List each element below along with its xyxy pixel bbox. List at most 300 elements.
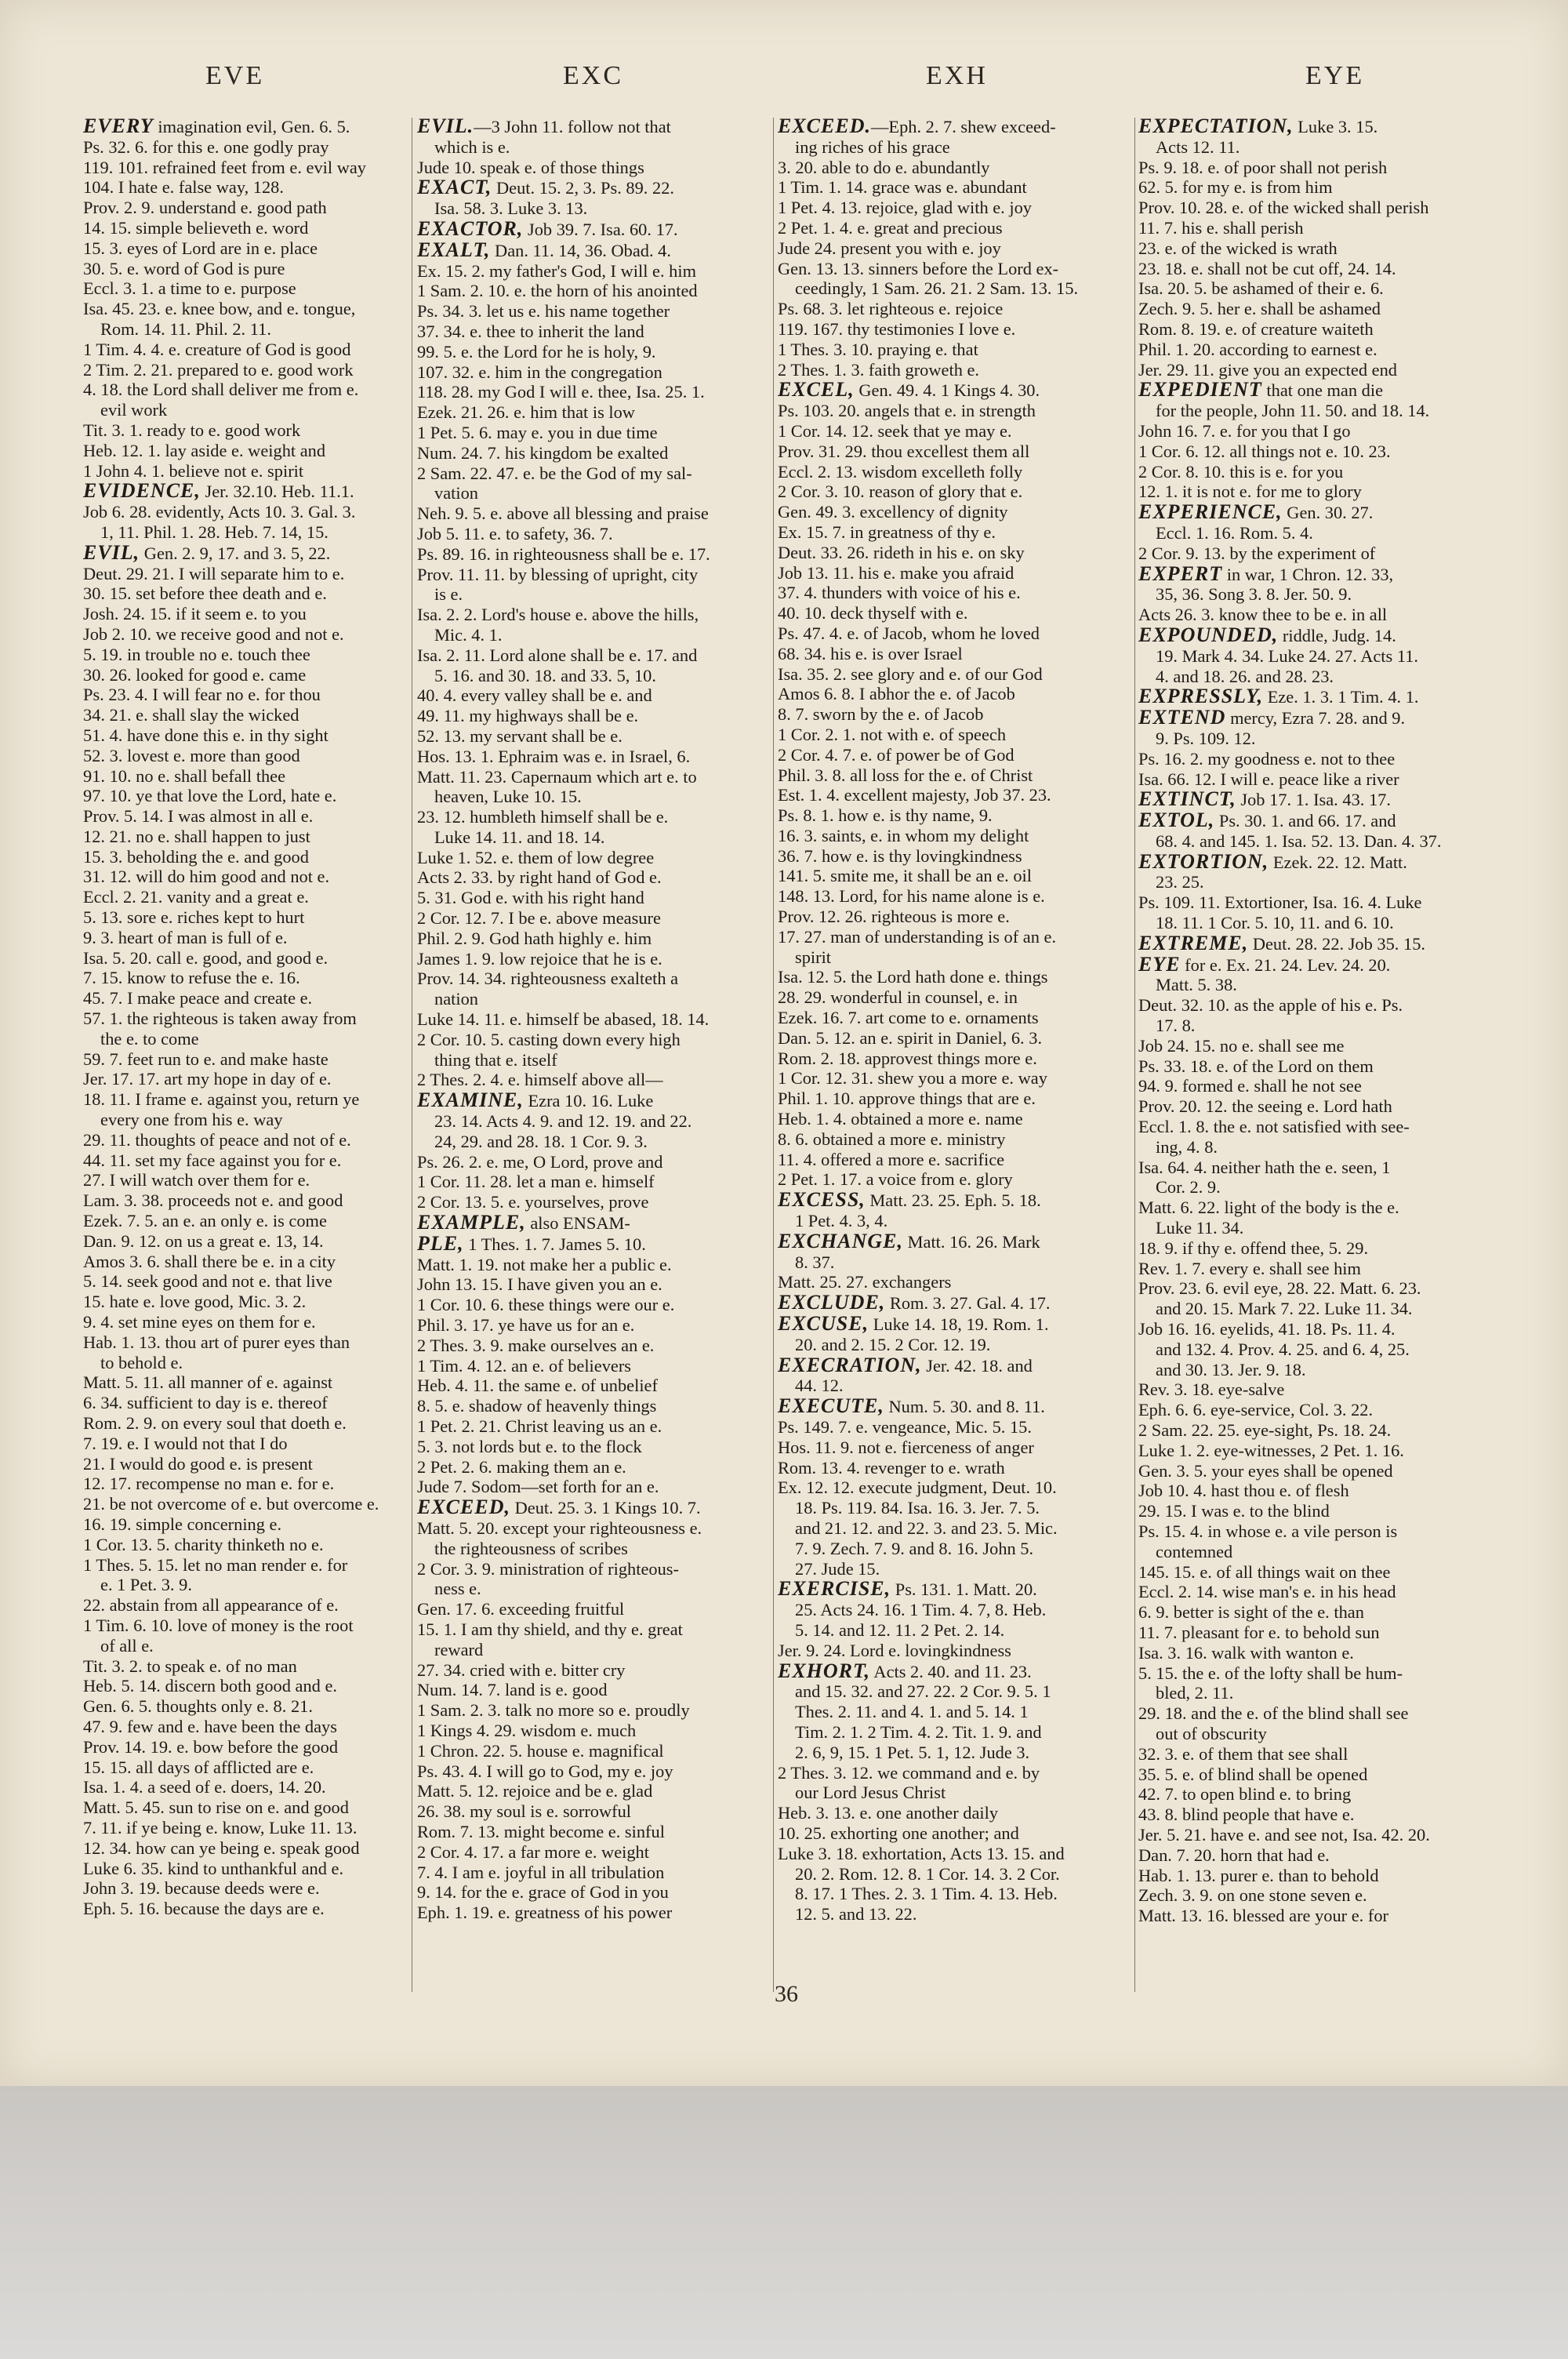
entry-line bbox=[83, 685, 408, 705]
entry-line bbox=[1138, 789, 1502, 810]
entry-text: in war, 1 Chron. 12. 33, bbox=[1222, 564, 1394, 584]
entry-text: Eccl. 1. 16. Rom. 5. 4. bbox=[1156, 522, 1313, 543]
entry-text: 17. 8. bbox=[1156, 1016, 1196, 1036]
entry-line bbox=[1138, 1259, 1502, 1279]
entry-line bbox=[417, 1295, 771, 1315]
entry-text: 21. be not overcome of e. but overcome e. bbox=[83, 1494, 379, 1514]
entry-text: 2 Cor. 9. 13. by the experiment of bbox=[1138, 543, 1376, 563]
entry-line bbox=[83, 1777, 408, 1797]
entry-line bbox=[83, 786, 408, 806]
entry-line bbox=[417, 767, 771, 787]
entry-line bbox=[778, 177, 1132, 198]
entry-text: 2 Cor. 10. 5. casting down every high bbox=[417, 1029, 681, 1049]
entry-text: 43. 8. blind people that have e. bbox=[1138, 1805, 1355, 1825]
entry-text: 5. 14. seek good and not e. that live bbox=[83, 1271, 332, 1292]
entry-text: 2 Thes. 1. 3. faith groweth e. bbox=[778, 359, 980, 380]
entry-text: Eph. 5. 16. because the days are e. bbox=[83, 1899, 325, 1919]
entry-text: Deut. 29. 21. I will separate him to e. bbox=[83, 563, 345, 583]
entry-text: Heb. 12. 1. lay aside e. weight and bbox=[83, 440, 326, 460]
entry-line bbox=[1138, 1703, 1502, 1724]
entry-line bbox=[1138, 259, 1502, 279]
entry-line bbox=[417, 1050, 771, 1070]
entry-line bbox=[83, 1859, 408, 1879]
entry-text: Ps. 32. 6. for this e. one godly pray bbox=[83, 136, 329, 157]
entry-line bbox=[1138, 1400, 1502, 1420]
entry-text: the e. to come bbox=[100, 1028, 199, 1049]
entry-line bbox=[83, 502, 408, 522]
entry-line bbox=[1138, 482, 1502, 502]
entry-line bbox=[778, 1068, 1132, 1089]
entry-text: contemned bbox=[1156, 1541, 1233, 1561]
entry-line bbox=[83, 988, 408, 1009]
entry-text: Dan. 11. 14, 36. Obad. 4. bbox=[490, 240, 671, 260]
entry-line bbox=[1138, 625, 1502, 646]
entry-line bbox=[417, 645, 771, 666]
entry-line bbox=[1138, 442, 1502, 462]
entry-line bbox=[778, 1292, 1132, 1314]
entry-text: 12. 17. recompense no man e. for e. bbox=[83, 1474, 335, 1494]
entry-line bbox=[417, 261, 771, 282]
entry-line bbox=[1138, 1885, 1502, 1906]
entry-text: Job 13. 11. his e. make you afraid bbox=[778, 562, 1014, 583]
entry-line bbox=[1138, 401, 1502, 421]
entry-text: 1 Chron. 22. 5. house e. magnifical bbox=[417, 1740, 664, 1761]
entry-headword: EVIL. bbox=[417, 116, 474, 137]
entry-line bbox=[778, 1417, 1132, 1438]
entry-text: 145. 15. e. of all things wait on thee bbox=[1138, 1561, 1391, 1582]
entry-line bbox=[83, 380, 408, 400]
entry-text: 35. 5. e. of blind shall be opened bbox=[1138, 1764, 1368, 1784]
entry-line bbox=[1138, 1744, 1502, 1765]
entry-headword: EXTINCT, bbox=[1138, 789, 1236, 811]
entry-text: 51. 4. have done this e. in thy sight bbox=[83, 725, 328, 745]
entry-text: ness e. bbox=[434, 1579, 481, 1599]
entry-line bbox=[417, 949, 771, 969]
entry-line bbox=[1138, 523, 1502, 543]
entry-line bbox=[83, 177, 408, 198]
entry-text: 6. 34. sufficient to day is e. thereof bbox=[83, 1393, 328, 1413]
entry-line bbox=[1138, 1825, 1502, 1845]
entry-text: 35, 36. Song 3. 8. Jer. 50. 9. bbox=[1156, 584, 1352, 605]
entry-line bbox=[83, 137, 408, 158]
entry-text: Acts 2. 33. by right hand of God e. bbox=[417, 867, 662, 888]
entry-line bbox=[83, 481, 408, 502]
entry-text: and 15. 32. and 27. 22. 2 Cor. 9. 5. 1 bbox=[795, 1681, 1051, 1702]
entry-line bbox=[1138, 198, 1502, 218]
entry-line bbox=[778, 137, 1132, 158]
entry-line bbox=[417, 158, 771, 178]
entry-line bbox=[1138, 1562, 1502, 1583]
entry-line bbox=[778, 238, 1132, 259]
entry-headword: EXPOUNDED, bbox=[1138, 624, 1279, 646]
entry-line bbox=[417, 1212, 771, 1234]
entry-line bbox=[83, 1170, 408, 1190]
entry-text: 28. 29. wonderful in counsel, e. in bbox=[778, 987, 1018, 1008]
entry-text: out of obscurity bbox=[1156, 1723, 1267, 1743]
entry-line bbox=[83, 1393, 408, 1413]
entry-text: nation bbox=[434, 989, 478, 1009]
entry-text: 91. 10. no e. shall befall thee bbox=[83, 765, 286, 786]
entry-headword: EXCEL, bbox=[778, 380, 855, 402]
entry-text: 99. 5. e. the Lord for he is holy, 9. bbox=[417, 341, 656, 362]
entry-text: Ps. 131. 1. Matt. 20. bbox=[891, 1579, 1037, 1600]
entry-text: 4. and 18. 26. and 28. 23. bbox=[1156, 666, 1334, 686]
entry-headword: EXTREME, bbox=[1138, 932, 1249, 954]
entry-line bbox=[778, 1600, 1132, 1620]
entry-text: 2 Pet. 1. 17. a voice from e. glory bbox=[778, 1169, 1013, 1190]
entry-text: Rom. 3. 27. Gal. 4. 17. bbox=[885, 1293, 1051, 1314]
entry-text: 2 Cor. 13. 5. e. yourselves, prove bbox=[417, 1192, 649, 1212]
entry-line bbox=[1138, 177, 1502, 198]
entry-line bbox=[1138, 116, 1502, 137]
entry-text: Matt. 5. 11. all manner of e. against bbox=[83, 1372, 333, 1393]
entry-line bbox=[778, 1559, 1132, 1579]
entry-line bbox=[1138, 1319, 1502, 1339]
entry-line bbox=[83, 564, 408, 584]
entry-line bbox=[1138, 1056, 1502, 1077]
entry-text: 141. 5. smite me, it shall be an e. oil bbox=[778, 866, 1032, 886]
entry-text: Ps. 68. 3. let righteous e. rejoice bbox=[778, 299, 1004, 319]
entry-line bbox=[83, 1069, 408, 1089]
entry-text: Phil. 1. 10. approve things that are e. bbox=[778, 1089, 1036, 1109]
entry-text: Luke 1. 2. eye-witnesses, 2 Pet. 1. 16. bbox=[1138, 1440, 1404, 1460]
entry-line bbox=[778, 1844, 1132, 1864]
entry-line bbox=[417, 1376, 771, 1396]
entry-line bbox=[83, 705, 408, 725]
entry-line bbox=[83, 1514, 408, 1535]
entry-line bbox=[83, 1616, 408, 1636]
entry-text: Lam. 3. 38. proceeds not e. and good bbox=[83, 1190, 343, 1211]
entry-line bbox=[417, 1640, 771, 1660]
entry-line bbox=[83, 420, 408, 441]
entry-headword: EXPEDIENT bbox=[1138, 380, 1262, 402]
entry-text: 9. 4. set mine eyes on them for e. bbox=[83, 1312, 316, 1332]
entry-line bbox=[1138, 319, 1502, 340]
entry-text: Matt. 5. 38. bbox=[1156, 975, 1237, 995]
entry-line bbox=[417, 382, 771, 402]
entry-text: 36. 7. how e. is thy lovingkindness bbox=[778, 845, 1022, 866]
entry-text: and 21. 12. and 22. 3. and 23. 5. Mic. bbox=[795, 1518, 1058, 1538]
entry-text: Matt. 16. 26. Mark bbox=[903, 1231, 1040, 1252]
entry-line bbox=[1138, 158, 1502, 178]
entry-line bbox=[1138, 913, 1502, 933]
entry-text: 1 Cor. 12. 31. shew you a more e. way bbox=[778, 1068, 1047, 1089]
entry-line bbox=[778, 1169, 1132, 1190]
entry-text: 8. 6. obtained a more e. ministry bbox=[778, 1129, 1006, 1149]
entry-text: Gen. 49. 3. excellency of dignity bbox=[778, 502, 1008, 522]
entry-text: 23. 14. Acts 4. 9. and 12. 19. and 22. bbox=[434, 1111, 692, 1132]
entry-text: 2 Tim. 2. 21. prepared to e. good work bbox=[83, 359, 354, 380]
entry-line bbox=[1138, 686, 1502, 707]
entry-line bbox=[417, 137, 771, 158]
entry-line bbox=[778, 522, 1132, 543]
entry-line bbox=[778, 1743, 1132, 1763]
entry-line bbox=[1138, 1805, 1502, 1825]
entry-text: Deut. 32. 10. as the apple of his e. Ps. bbox=[1138, 995, 1403, 1016]
entry-headword: EXTEND bbox=[1138, 707, 1226, 729]
entry-text: Job 5. 11. e. to safety, 36. 7. bbox=[417, 523, 613, 543]
entry-line bbox=[417, 1152, 771, 1172]
entry-text: 27. Jude 15. bbox=[795, 1558, 880, 1579]
entry-line bbox=[417, 747, 771, 767]
entry-text: Heb. 4. 11. the same e. of unbelief bbox=[417, 1376, 658, 1396]
entry-line bbox=[778, 340, 1132, 360]
running-header-3: EXH bbox=[926, 61, 988, 90]
entry-text: Ps. 89. 16. in righteousness shall be e. 17. bbox=[417, 543, 710, 564]
entry-text: 59. 7. feet run to e. and make haste bbox=[83, 1049, 328, 1069]
entry-line bbox=[417, 240, 771, 261]
entry-text: 1 Cor. 10. 6. these things were our e. bbox=[417, 1295, 675, 1315]
entry-line bbox=[417, 362, 771, 383]
entry-line bbox=[83, 543, 408, 564]
entry-text: Est. 1. 4. excellent majesty, Job 37. 23. bbox=[778, 785, 1051, 805]
entry-line bbox=[1138, 852, 1502, 873]
entry-text: and 20. 15. Mark 7. 22. Luke 11. 34. bbox=[1156, 1299, 1413, 1319]
entry-text: 104. I hate e. false way, 128. bbox=[83, 177, 284, 198]
entry-text: Thes. 2. 11. and 4. 1. and 5. 14. 1 bbox=[795, 1702, 1029, 1722]
entry-line bbox=[83, 1049, 408, 1070]
entry-text: 18. 11. 1 Cor. 5. 10, 11. and 6. 10. bbox=[1156, 913, 1394, 933]
entry-text: Jer. 9. 24. Lord e. lovingkindness bbox=[778, 1640, 1011, 1660]
entry-headword: EXALT, bbox=[417, 239, 491, 261]
entry-line bbox=[1138, 1360, 1502, 1380]
entry-line bbox=[1138, 1461, 1502, 1481]
entry-text: 42. 7. to open blind e. to bring bbox=[1138, 1784, 1352, 1805]
entry-headword: EVIL, bbox=[83, 542, 140, 564]
entry-text: 11. 4. offered a more e. sacrifice bbox=[778, 1149, 1005, 1169]
entry-text: 1 Cor. 6. 12. all things not e. 10. 23. bbox=[1138, 441, 1391, 461]
entry-line bbox=[417, 807, 771, 827]
entry-line bbox=[83, 1717, 408, 1737]
entry-text: Ps. 43. 4. I will go to God, my e. joy bbox=[417, 1761, 673, 1781]
entry-line bbox=[83, 1413, 408, 1434]
entry-text: heaven, Luke 10. 15. bbox=[434, 787, 582, 807]
entry-line bbox=[417, 1457, 771, 1478]
entry-line bbox=[417, 888, 771, 908]
entry-line bbox=[1138, 667, 1502, 687]
entry-text: 1 Kings 4. 29. wisdom e. much bbox=[417, 1720, 637, 1740]
entry-text: —3 John 11. follow not that bbox=[474, 117, 671, 136]
entry-line bbox=[778, 927, 1132, 947]
entry-text: 1 Sam. 2. 10. e. the horn of his anointed bbox=[417, 281, 698, 301]
entry-line bbox=[417, 1863, 771, 1883]
entry-text: 2 Cor. 8. 10. this is e. for you bbox=[1138, 461, 1344, 482]
entry-text: Eph. 1. 19. e. greatness of his power bbox=[417, 1903, 673, 1923]
entry-text: that one man die bbox=[1261, 380, 1384, 401]
entry-line bbox=[417, 524, 771, 544]
entry-line bbox=[778, 907, 1132, 927]
entry-line bbox=[417, 1192, 771, 1212]
entry-text: Isa. 5. 20. call e. good, and good e. bbox=[83, 947, 328, 968]
entry-line bbox=[417, 969, 771, 989]
entry-line bbox=[417, 1761, 771, 1782]
entry-line bbox=[1138, 892, 1502, 913]
entry-line bbox=[778, 704, 1132, 725]
entry-line bbox=[417, 1781, 771, 1801]
entry-line bbox=[83, 1494, 408, 1514]
entry-line bbox=[417, 1822, 771, 1842]
entry-line bbox=[83, 624, 408, 645]
entry-line bbox=[778, 623, 1132, 644]
entry-line bbox=[778, 1355, 1132, 1376]
entry-line bbox=[1138, 831, 1502, 852]
entry-line bbox=[83, 278, 408, 299]
entry-text: Prov. 14. 19. e. bow before the good bbox=[83, 1736, 339, 1757]
entry-text: 45. 7. I make peace and create e. bbox=[83, 988, 313, 1009]
entry-text: 7. 11. if ye being e. know, Luke 11. 13. bbox=[83, 1817, 358, 1837]
entry-line bbox=[1138, 954, 1502, 976]
entry-text: Matt. 13. 16. blessed are your e. for bbox=[1138, 1906, 1388, 1926]
entry-text: Deut. 15. 2, 3. Ps. 89. 22. bbox=[492, 178, 674, 198]
entry-line bbox=[778, 1763, 1132, 1783]
entry-text: Gen. 13. 13. sinners before the Lord ex- bbox=[778, 258, 1059, 278]
entry-line bbox=[417, 1070, 771, 1090]
entry-line bbox=[1138, 1501, 1502, 1521]
entry-text: Acts 26. 3. know thee to be e. in all bbox=[1138, 605, 1388, 625]
entry-line bbox=[778, 1335, 1132, 1355]
entry-line bbox=[417, 827, 771, 848]
entry-text: 18. Ps. 119. 84. Isa. 16. 3. Jer. 7. 5. bbox=[795, 1498, 1040, 1518]
entry-line bbox=[1138, 1137, 1502, 1158]
entry-text: 11. 7. his e. shall perish bbox=[1138, 217, 1304, 238]
entry-text: Jer. 29. 11. give you an expected end bbox=[1138, 359, 1397, 380]
entry-line bbox=[778, 1783, 1132, 1803]
entry-line bbox=[1138, 1238, 1502, 1259]
entry-line bbox=[83, 725, 408, 746]
entry-line bbox=[83, 1797, 408, 1818]
entry-text: Isa. 64. 4. neither hath the e. seen, 1 bbox=[1138, 1157, 1391, 1177]
entry-text: Hab. 1. 13. purer e. than to behold bbox=[1138, 1865, 1379, 1885]
entry-line bbox=[83, 1474, 408, 1494]
entry-text: Job 17. 1. Isa. 43. 17. bbox=[1236, 790, 1391, 810]
entry-text: Luke 14. 18, 19. Rom. 1. bbox=[869, 1314, 1049, 1335]
entry-text: Isa. 66. 12. I will e. peace like a river bbox=[1138, 769, 1399, 789]
running-header-1: EVE bbox=[205, 61, 265, 90]
entry-line bbox=[778, 866, 1132, 886]
entry-text: Prov. 23. 6. evil eye, 28. 22. Matt. 6. 23. bbox=[1138, 1278, 1421, 1299]
entry-line bbox=[417, 463, 771, 484]
entry-line bbox=[1138, 584, 1502, 605]
entry-line bbox=[417, 1660, 771, 1681]
entry-line bbox=[1138, 1299, 1502, 1319]
entry-text: Ps. 26. 2. e. me, O Lord, prove and bbox=[417, 1151, 663, 1172]
entry-headword: EXAMPLE, bbox=[417, 1212, 526, 1234]
entry-text: 1 John 4. 1. believe not e. spirit bbox=[83, 460, 304, 481]
entry-text: 17. 27. man of understanding is of an e. bbox=[778, 926, 1057, 947]
entry-line bbox=[417, 1009, 771, 1030]
entry-line bbox=[417, 1274, 771, 1295]
entry-text: Matt. 25. 27. exchangers bbox=[778, 1272, 952, 1292]
entry-text: Isa. 1. 4. a seed of e. doers, 14. 20. bbox=[83, 1777, 326, 1797]
entry-line bbox=[417, 503, 771, 524]
page-number: 36 bbox=[775, 1981, 798, 2007]
entry-line bbox=[1138, 605, 1502, 625]
entry-line bbox=[417, 908, 771, 929]
entry-text: Amos 3. 6. shall there be e. in a city bbox=[83, 1251, 336, 1271]
entry-headword: EXECUTE, bbox=[778, 1396, 884, 1417]
entry-line bbox=[417, 1741, 771, 1761]
entry-text: Prov. 2. 9. understand e. good path bbox=[83, 198, 327, 218]
entry-line bbox=[83, 198, 408, 218]
entry-text: Eccl. 2. 14. wise man's e. in his head bbox=[1138, 1582, 1396, 1602]
entry-text: Job 16. 16. eyelids, 41. 18. Ps. 11. 4. bbox=[1138, 1319, 1396, 1339]
entry-headword: EXACT, bbox=[417, 177, 492, 199]
entry-line bbox=[83, 1595, 408, 1616]
entry-line bbox=[417, 483, 771, 503]
entry-line bbox=[83, 928, 408, 948]
entry-line bbox=[1138, 1866, 1502, 1886]
entry-text: 68. 34. his e. is over Israel bbox=[778, 643, 963, 663]
entry-line bbox=[417, 1477, 771, 1497]
entry-line bbox=[778, 442, 1132, 462]
entry-headword: EXERCISE, bbox=[778, 1579, 891, 1601]
entry-text: Ps. 30. 1. and 66. 17. and bbox=[1214, 811, 1396, 831]
entry-line bbox=[778, 684, 1132, 704]
entry-text: 5. 31. God e. with his right hand bbox=[417, 888, 644, 908]
entry-text: Gen. 2. 9, 17. and 3. 5, 22. bbox=[140, 543, 331, 563]
entry-line bbox=[417, 402, 771, 423]
entry-text: ceedingly, 1 Sam. 26. 21. 2 Sam. 13. 15. bbox=[795, 278, 1079, 299]
entry-text: 57. 1. the righteous is taken away from bbox=[83, 1009, 357, 1029]
entry-line bbox=[417, 198, 771, 219]
entry-line bbox=[417, 565, 771, 585]
entry-text: Matt. 5. 20. except your righteousness e. bbox=[417, 1518, 702, 1538]
entry-text: our Lord Jesus Christ bbox=[795, 1783, 946, 1803]
entry-text: Jer. 17. 17. art my hope in day of e. bbox=[83, 1069, 332, 1089]
entry-line bbox=[1138, 1339, 1502, 1360]
entry-line bbox=[417, 544, 771, 565]
entry-text: and 30. 13. Jer. 9. 18. bbox=[1156, 1359, 1306, 1379]
entry-text: 25. Acts 24. 16. 1 Tim. 4. 7, 8. Heb. bbox=[795, 1600, 1047, 1620]
entry-line bbox=[1138, 872, 1502, 892]
entry-line bbox=[1138, 421, 1502, 442]
entry-line bbox=[778, 826, 1132, 846]
entry-line bbox=[417, 1539, 771, 1559]
entry-line bbox=[778, 401, 1132, 421]
entry-text: 62. 5. for my e. is from him bbox=[1138, 177, 1333, 198]
entry-text: 30. 5. e. word of God is pure bbox=[83, 258, 285, 278]
entry-line bbox=[778, 1661, 1132, 1682]
entry-text: Job 10. 4. hast thou e. of flesh bbox=[1138, 1481, 1349, 1501]
entry-text: reward bbox=[434, 1639, 484, 1659]
entry-text: 1 Tim. 6. 10. love of money is the root bbox=[83, 1615, 354, 1635]
entry-line bbox=[83, 806, 408, 827]
entry-text: Deut. 25. 3. 1 Kings 10. 7. bbox=[510, 1498, 701, 1518]
entry-text: Luke 3. 18. exhortation, Acts 13. 15. and bbox=[778, 1843, 1065, 1863]
entry-line bbox=[778, 360, 1132, 380]
entry-text: Jude 24. present you with e. joy bbox=[778, 238, 1001, 258]
entry-text: 5. 13. sore e. riches kept to hurt bbox=[83, 907, 305, 928]
entry-line bbox=[83, 1150, 408, 1171]
entry-text: 119. 167. thy testimonies I love e. bbox=[778, 318, 1016, 339]
entry-line bbox=[83, 1899, 408, 1919]
entry-text: Ezek. 21. 26. e. him that is low bbox=[417, 402, 635, 423]
entry-text: 2. 6, 9, 15. 1 Pet. 5. 1, 12. Jude 3. bbox=[795, 1742, 1030, 1762]
entry-text: 10. 25. exhorting one another; and bbox=[778, 1823, 1019, 1843]
entry-line bbox=[417, 726, 771, 747]
entry-text: Eccl. 3. 1. a time to e. purpose bbox=[83, 278, 296, 299]
entry-line bbox=[778, 1008, 1132, 1028]
entry-text: Josh. 24. 15. if it seem e. to you bbox=[83, 604, 307, 624]
entry-text: 15. 3. eyes of Lord are in e. place bbox=[83, 238, 318, 258]
entry-headword: EXACTOR, bbox=[417, 218, 524, 240]
entry-line bbox=[1138, 218, 1502, 238]
entry-line bbox=[417, 1619, 771, 1640]
entry-text: Prov. 12. 26. righteous is more e. bbox=[778, 907, 1010, 927]
entry-text: 118. 28. my God I will e. thee, Isa. 25. 1. bbox=[417, 382, 705, 402]
entry-line bbox=[1138, 278, 1502, 299]
entry-text: Isa. 45. 23. e. knee bow, and e. tongue, bbox=[83, 299, 356, 319]
